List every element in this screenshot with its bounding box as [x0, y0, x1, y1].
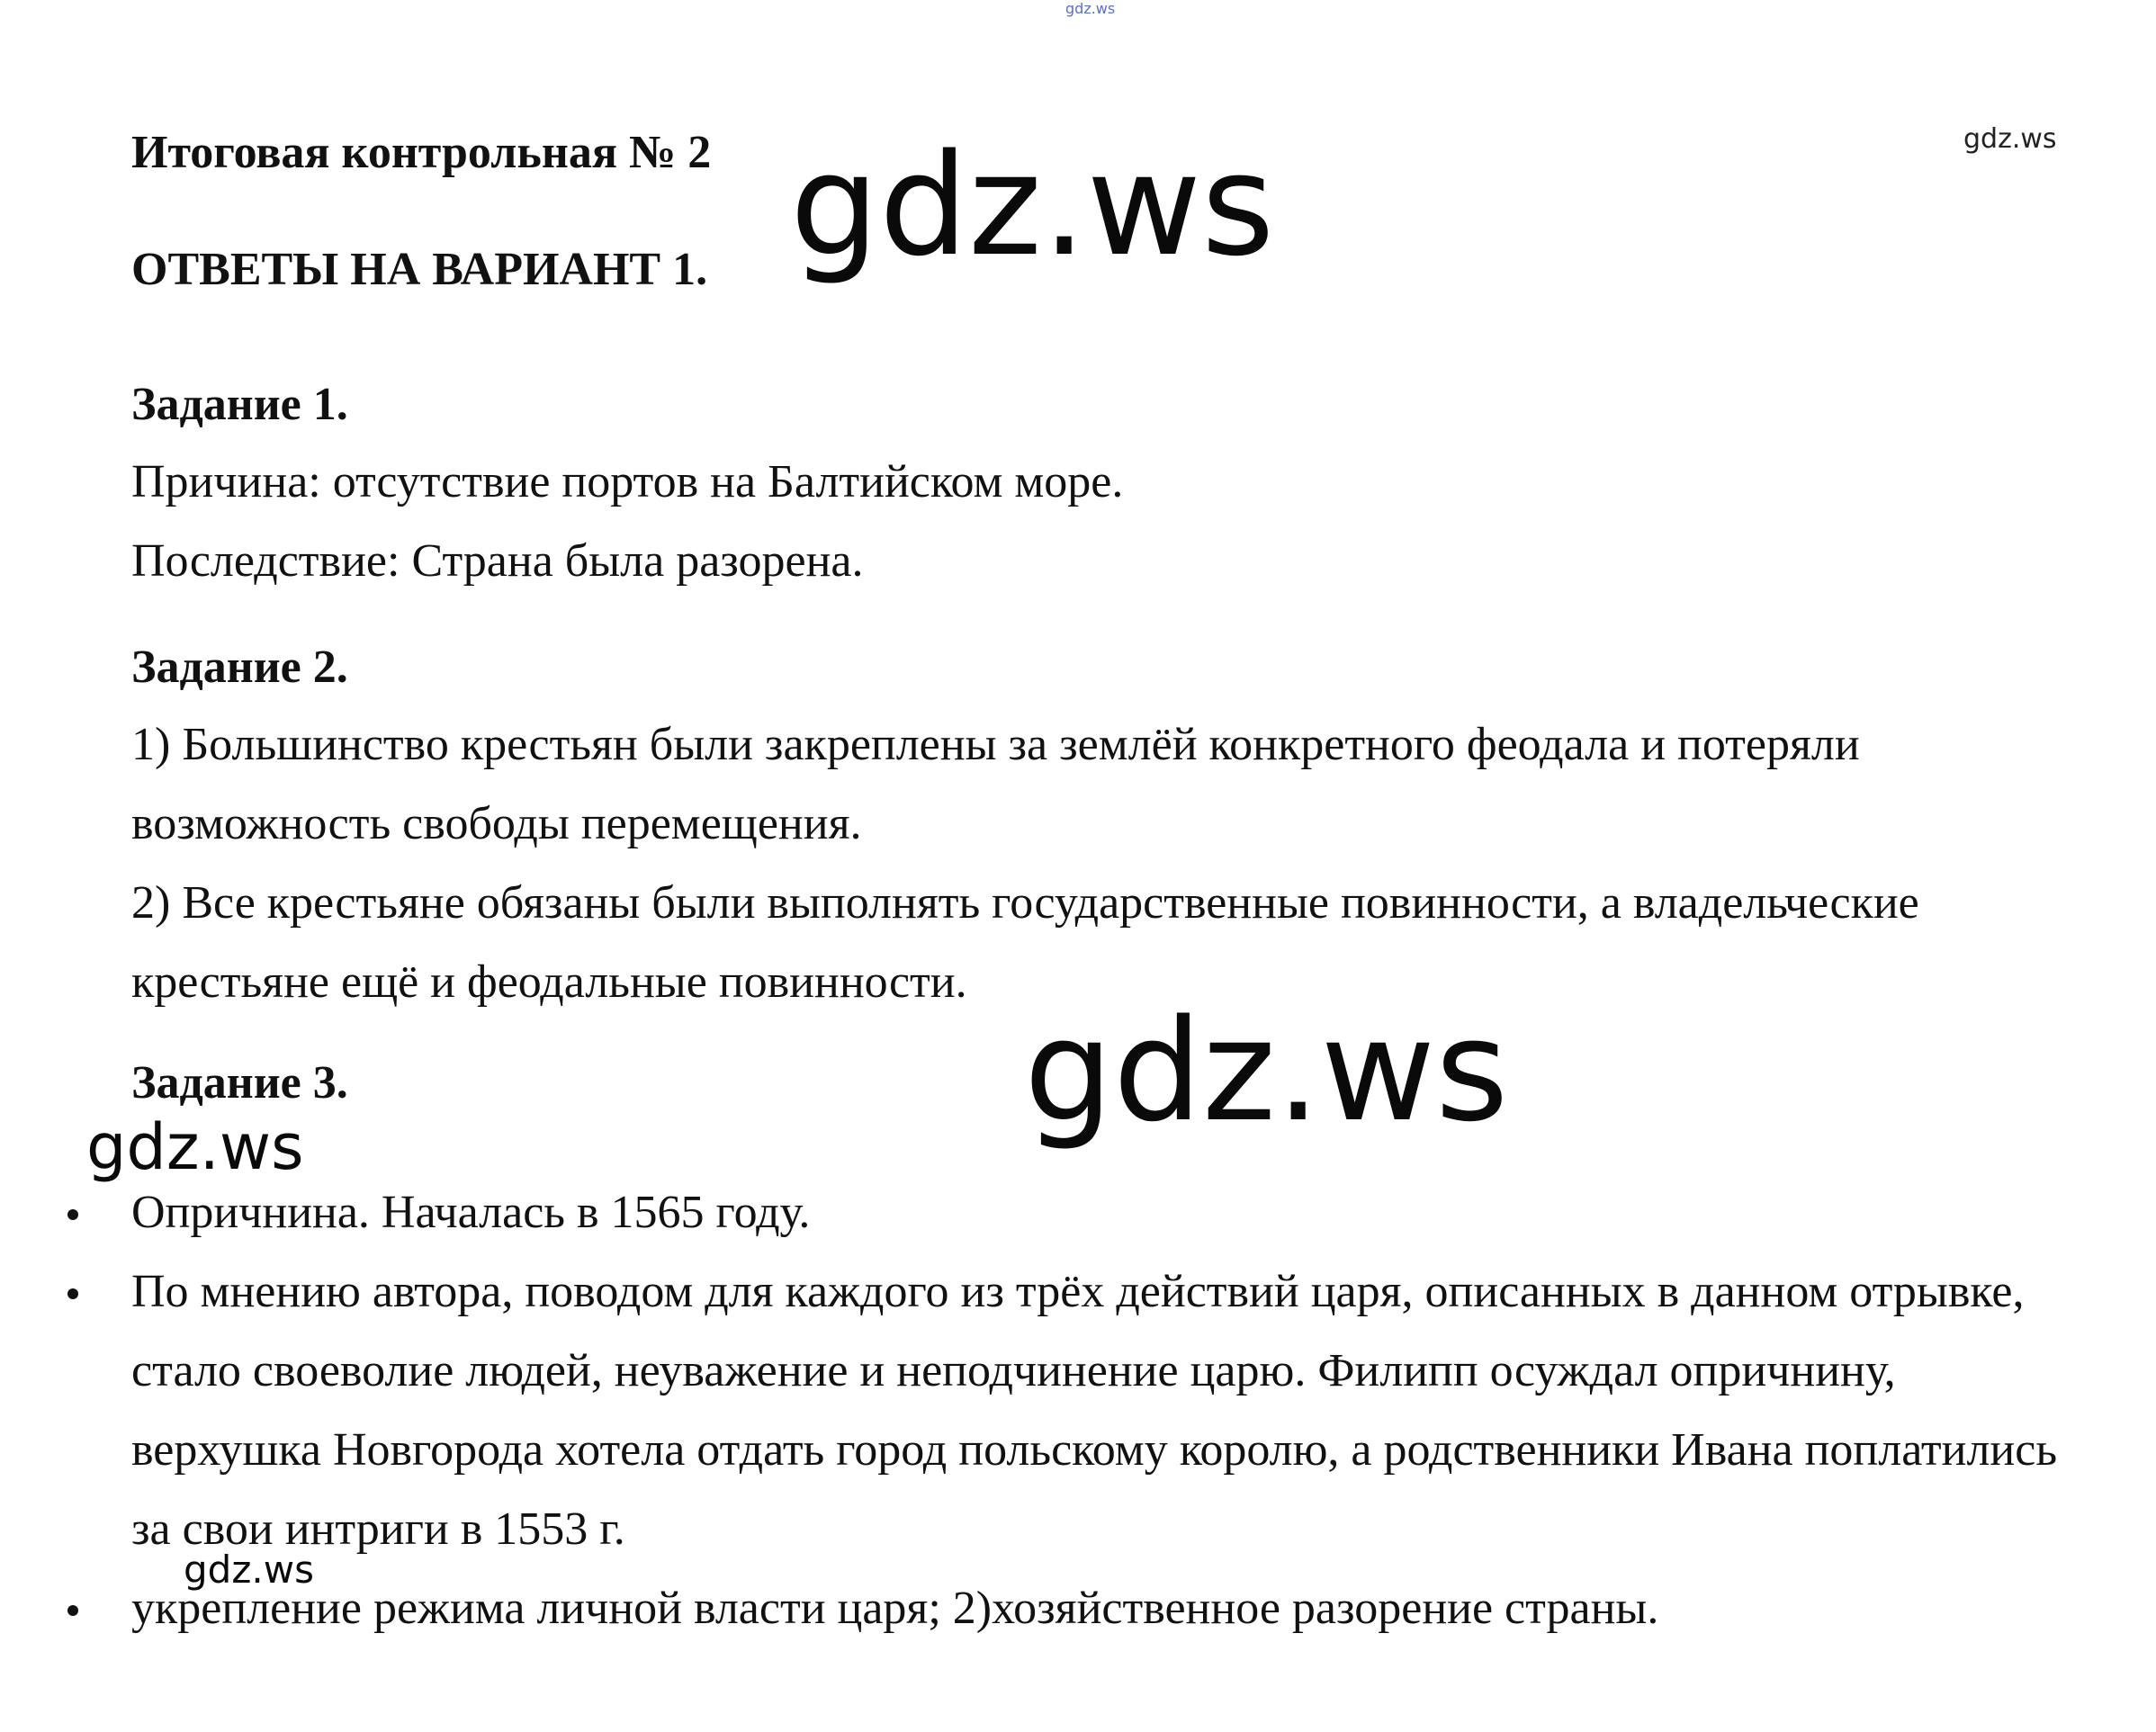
list-item: [131, 1252, 2066, 1569]
task-3-heading: Задание 3.: [131, 1057, 348, 1108]
bullet-dot-icon: [67, 1605, 78, 1616]
watermark-large-1: gdz.ws: [790, 123, 1275, 287]
watermark-large-2: gdz.ws: [1024, 989, 1509, 1153]
task-1-heading: Задание 1.: [131, 379, 348, 430]
watermark-top-right: gdz.ws: [1963, 123, 2057, 155]
watermark-small: gdz.ws: [184, 1548, 314, 1592]
task-2-point-1: 1) Большинство крестьян были закреплены за землёй конкретного феодала и потеряли возможность свободы перемещения.: [131, 719, 1860, 849]
task-3-answer-list: [131, 1173, 2066, 1648]
task-1-consequence: Последствие: Страна была разорена.: [131, 535, 864, 587]
variant-heading: ОТВЕТЫ НА ВАРИАНТ 1.: [131, 244, 708, 295]
task-2-heading: Задание 2.: [131, 642, 348, 693]
task-3-bullet-3: укрепление режима личной власти царя; 2)хозяйственное разорение страны.: [131, 1583, 1659, 1634]
watermark-mid-left: gdz.ws: [86, 1110, 304, 1184]
watermark-top-tiny: gdz.ws: [1065, 0, 1116, 17]
task-2-point-2: 2) Все крестьяне обязаны были выполнять государственные повинности, а владельческие крестьяне ещё и феодальные повинности.: [131, 877, 1919, 1008]
document-title: Итоговая контрольная № 2: [131, 127, 712, 178]
task-3-bullet-1: Опричнина. Началась в 1565 году.: [131, 1187, 811, 1238]
task-3-bullet-2: По мнению автора, поводом для каждого из трёх действий царя, описанных в данном отрывке, стало своеволие людей, неуважение и неподчинение царю. Филипп осуждал опричнину, верхушка Новгорода хотела отдать город польскому королю, а родственники Ивана поплатились за свои интриги в 1553 г.: [131, 1266, 2058, 1555]
bullet-dot-icon: [67, 1209, 78, 1220]
task-1-cause: Причина: отсутствие портов на Балтийском море.: [131, 456, 1124, 507]
list-item: [131, 1569, 2066, 1648]
bullet-dot-icon: [67, 1288, 78, 1299]
list-item: [131, 1173, 2066, 1252]
